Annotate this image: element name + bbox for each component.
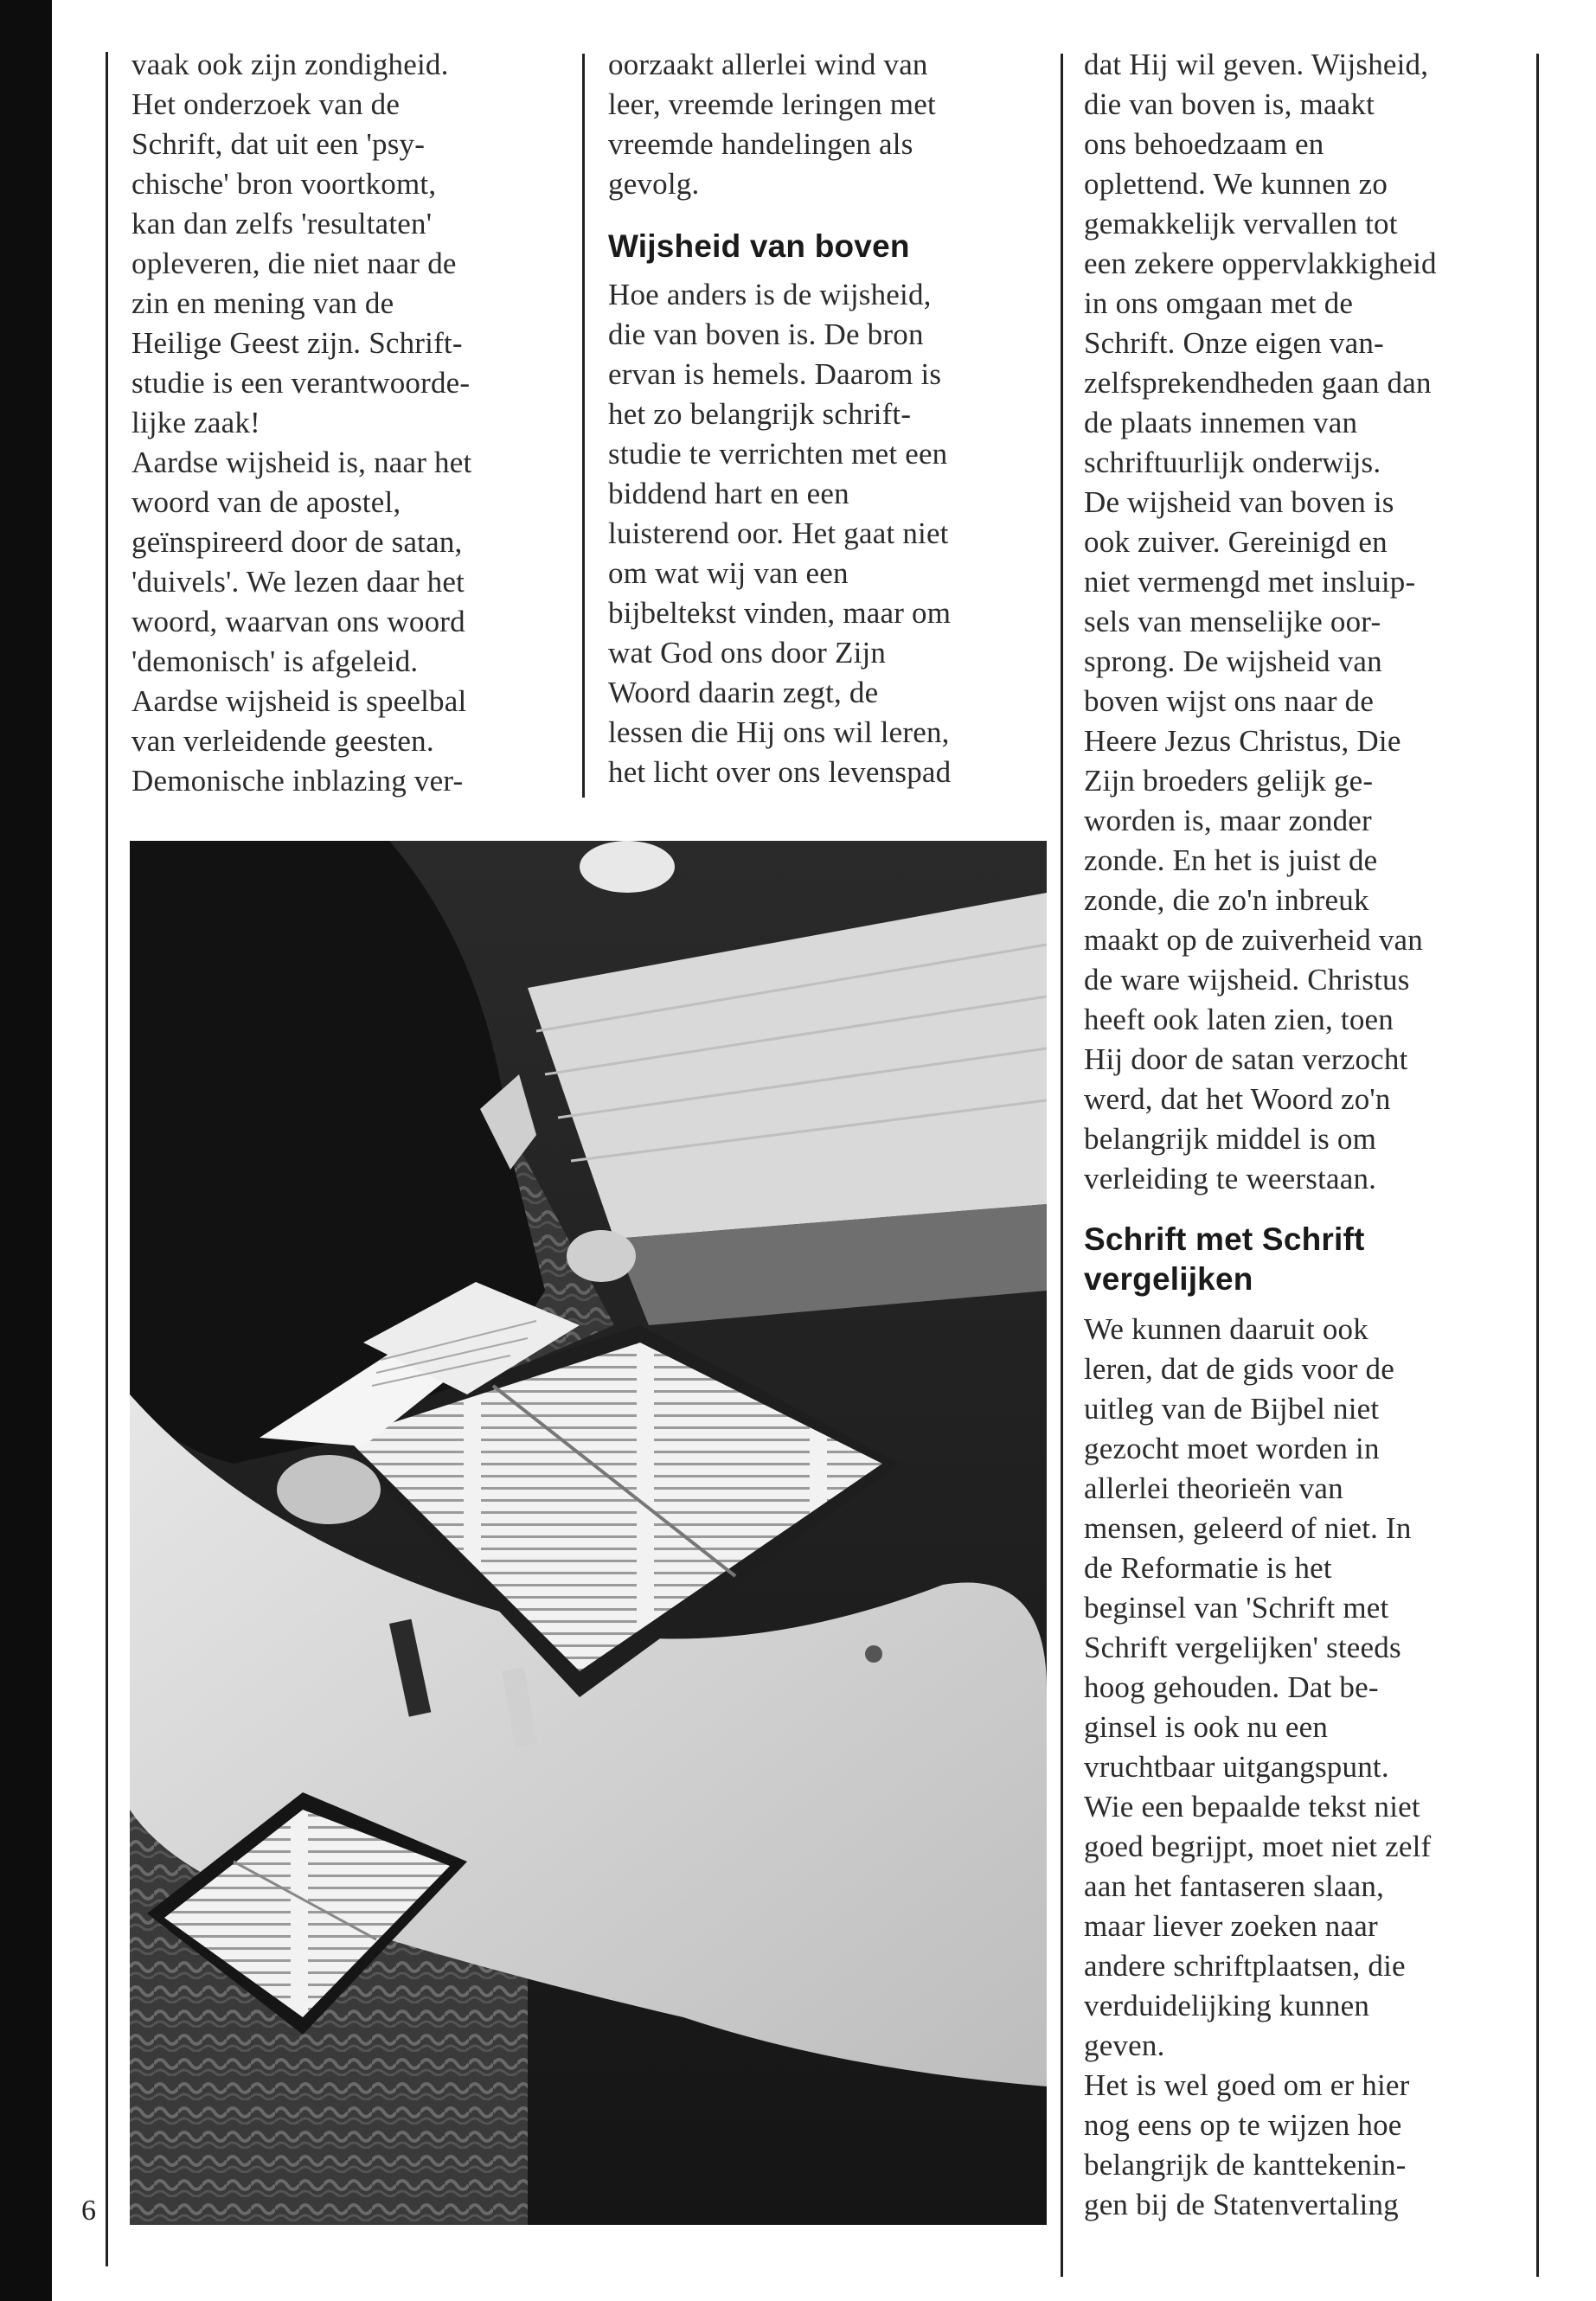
- column-2-paragraph-1: oorzaakt allerlei wind van leer, vreemde leringen met vreemde handelingen als gevolg.: [608, 48, 936, 201]
- column-rule-2: [1061, 54, 1063, 2277]
- photo-illustration: [130, 841, 1047, 2225]
- column-3-paragraph-2: De wijsheid van boven is ook zuiver. Gereinigd en niet vermengd met insluip- sels van menselijke oor- sprong. De wijsheid van boven wijst ons naar de Heere Jezus Christus, Die Zijn broeders gelijk ge- worden is, maar zonder zonde. En het is juist de zonde, die zo'n inbreuk maakt op de zuiverheid van de ware wijsheid. Christus heeft ook laten zien, toen Hij door de satan verzocht werd, dat het Woord zo'n belangrijk middel is om verleiding te weerstaan.: [1084, 485, 1423, 1195]
- column-3-paragraph-3: We kunnen daaruit ook leren, dat de gids voor de uitleg van de Bijbel niet gezocht moet worden in allerlei theorieën van mensen, geleerd of niet. In de Reformatie is het beginsel van 'Schrift met Schrift vergelijken' steeds hoog gehouden. Dat be- ginsel is ook nu een vruchtbaar uitgangspunt. Wie een bepaalde tekst niet goed begrijpt, moet niet zelf aan het fantaseren slaan, maar liever zoeken naar andere schriftplaatsen, die verduidelijking kunnen geven.: [1084, 1312, 1432, 2062]
- column-1-paragraph-1: vaak ook zijn zondigheid. Het onderzoek van de Schrift, dat uit een 'psy- chische' bron voortkomt, kan dan zelfs 'resultaten' opleveren, die niet naar de zin en mening van de Heilige Geest zijn. Schrift- studie is een verantwoorde- lijke zaak!: [131, 48, 471, 439]
- section-heading-wijsheid-van-boven: Wijsheid van boven: [608, 228, 910, 264]
- column-2-paragraph-2: Hoe anders is de wijsheid, die van boven is. De bron ervan is hemels. Daarom is het zo belangrijk schrift- studie te verrichten met een biddend hart en een luisterend oor. Het gaat niet om wat wij van een bijbeltekst vinden, maar om wat God ons door Zijn Woord daarin zegt, de lessen die Hij ons wil leren, het licht over ons levenspad: [608, 278, 952, 789]
- photo-bible-study: [130, 841, 1047, 2225]
- page-number: 6: [81, 2195, 96, 2227]
- column-1-paragraph-2: Aardse wijsheid is, naar het woord van de apostel, geïnspireerd door de satan, 'duivels'. We lezen daar het woord, waarvan ons woord 'demonisch' is afgeleid. Aardse wijsheid is speelbal van verleidende geesten. Demonische inblazing ver-: [131, 445, 472, 798]
- column-rule-left: [106, 52, 108, 2266]
- column-3-paragraph-1: dat Hij wil geven. Wijsheid, die van boven is, maakt ons behoedzaam en oplettend. We kunnen zo gemakkelijk vervallen tot een zekere oppervlakkigheid in ons omgaan met de Schrift. Onze eigen van- zelfsprekendheden gaan dan de plaats innemen van schriftuurlijk onderwijs.: [1084, 48, 1437, 479]
- column-3: [1084, 45, 1534, 2225]
- column-3-paragraph-4: Het is wel goed om er hier nog eens op te wijzen hoe belangrijk de kanttekenin- gen bij de Statenvertaling: [1084, 2068, 1410, 2221]
- page-edge: [0, 0, 52, 2301]
- section-heading-schrift-met-schrift: Schrift met Schrift vergelijken: [1084, 1221, 1365, 1297]
- column-1: [131, 45, 564, 801]
- column-rule-right: [1536, 54, 1539, 2277]
- column-rule-1: [582, 54, 585, 798]
- column-2: [608, 45, 1041, 792]
